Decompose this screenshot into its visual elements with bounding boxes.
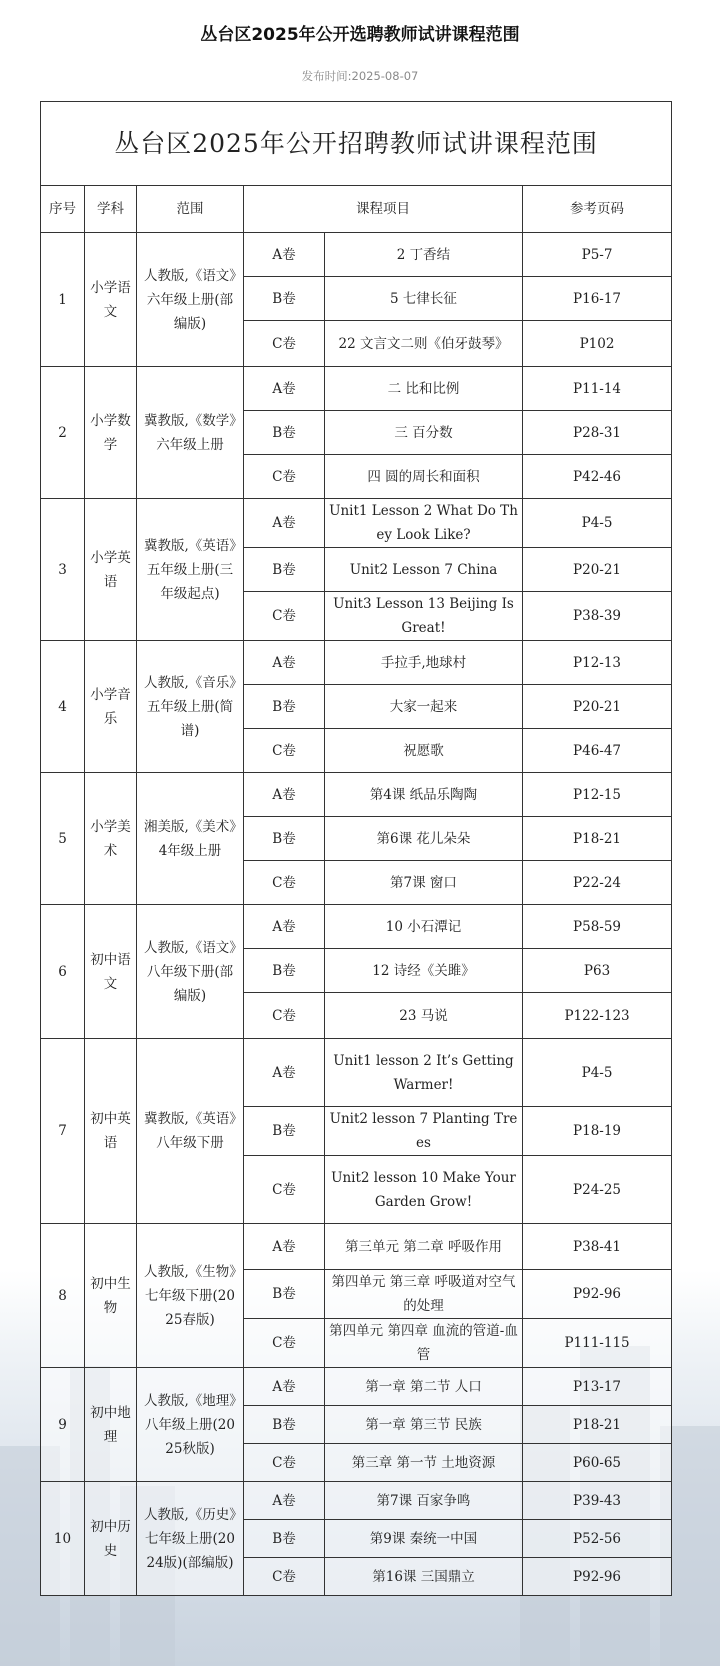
table-row [41, 233, 672, 277]
row-ref: P102 [523, 321, 672, 367]
row-item: Unit2 Lesson 7 China [325, 548, 523, 592]
row-volume: B卷 [244, 1406, 325, 1444]
header-ref: 参考页码 [523, 186, 672, 233]
table-row [41, 367, 672, 411]
row-item: 第四单元 第四章 血流的管道-血管 [325, 1319, 523, 1368]
row-subject: 小学美术 [85, 773, 137, 905]
row-ref: P111-115 [523, 1319, 672, 1368]
row-subject: 小学数学 [85, 367, 137, 499]
row-number: 9 [41, 1368, 85, 1482]
row-volume: C卷 [244, 321, 325, 367]
row-item: 第4课 纸品乐陶陶 [325, 773, 523, 817]
row-number: 5 [41, 773, 85, 905]
publish-label: 发布时间: [301, 69, 352, 83]
header-item: 课程项目 [244, 186, 523, 233]
row-item: 二 比和比例 [325, 367, 523, 411]
table-row [41, 641, 672, 685]
row-volume: B卷 [244, 1270, 325, 1319]
row-scope: 人教版,《生物》七年级下册(2025春版) [137, 1224, 244, 1368]
row-scope: 人教版,《音乐》五年级上册(简谱) [137, 641, 244, 773]
row-ref: P20-21 [523, 685, 672, 729]
row-volume: B卷 [244, 817, 325, 861]
table-title: 丛台区2025年公开招聘教师试讲课程范围 [41, 102, 672, 186]
row-ref: P12-13 [523, 641, 672, 685]
row-ref: P39-43 [523, 1482, 672, 1520]
row-ref: P20-21 [523, 548, 672, 592]
row-ref: P92-96 [523, 1270, 672, 1319]
row-volume: C卷 [244, 993, 325, 1039]
row-ref: P46-47 [523, 729, 672, 773]
row-volume: C卷 [244, 1558, 325, 1596]
row-item: Unit3 Lesson 13 Beijing Is Great! [325, 592, 523, 641]
row-volume: A卷 [244, 499, 325, 548]
row-item: 第7课 窗口 [325, 861, 523, 905]
table-row [41, 1368, 672, 1406]
row-volume: A卷 [244, 233, 325, 277]
row-ref: P18-21 [523, 817, 672, 861]
page-title: 丛台区2025年公开选聘教师试讲课程范围 [200, 25, 520, 45]
row-subject: 初中历史 [85, 1482, 137, 1596]
row-item: 第三单元 第二章 呼吸作用 [325, 1224, 523, 1270]
row-item: 2 丁香结 [325, 233, 523, 277]
row-ref: P60-65 [523, 1444, 672, 1482]
row-ref: P13-17 [523, 1368, 672, 1406]
row-volume: A卷 [244, 1224, 325, 1270]
row-volume: A卷 [244, 1482, 325, 1520]
row-scope: 冀教版,《数学》六年级上册 [137, 367, 244, 499]
row-item: 大家一起来 [325, 685, 523, 729]
header-subject: 学科 [85, 186, 137, 233]
row-subject: 初中语文 [85, 905, 137, 1039]
row-ref: P92-96 [523, 1558, 672, 1596]
row-ref: P5-7 [523, 233, 672, 277]
row-subject: 小学语文 [85, 233, 137, 367]
row-number: 1 [41, 233, 85, 367]
row-ref: P58-59 [523, 905, 672, 949]
row-number: 8 [41, 1224, 85, 1368]
row-number: 7 [41, 1039, 85, 1224]
row-subject: 初中地理 [85, 1368, 137, 1482]
publish-date-value: 2025-08-07 [351, 69, 419, 83]
row-item: 第7课 百家争鸣 [325, 1482, 523, 1520]
row-scope: 冀教版,《英语》八年级下册 [137, 1039, 244, 1224]
row-ref: P38-39 [523, 592, 672, 641]
table-row [41, 1039, 672, 1107]
row-volume: B卷 [244, 1107, 325, 1156]
row-item: 第一章 第二节 人口 [325, 1368, 523, 1406]
row-ref: P28-31 [523, 411, 672, 455]
row-item: 第16课 三国鼎立 [325, 1558, 523, 1596]
row-ref: P42-46 [523, 455, 672, 499]
table-row [41, 905, 672, 949]
row-item: Unit2 lesson 7 Planting Trees [325, 1107, 523, 1156]
row-volume: C卷 [244, 1319, 325, 1368]
row-volume: B卷 [244, 1520, 325, 1558]
row-number: 3 [41, 499, 85, 641]
row-item: 5 七律长征 [325, 277, 523, 321]
row-ref: P11-14 [523, 367, 672, 411]
row-volume: A卷 [244, 1368, 325, 1406]
row-ref: P12-15 [523, 773, 672, 817]
row-ref: P16-17 [523, 277, 672, 321]
row-volume: A卷 [244, 773, 325, 817]
row-number: 4 [41, 641, 85, 773]
row-volume: B卷 [244, 548, 325, 592]
row-subject: 小学英语 [85, 499, 137, 641]
row-volume: A卷 [244, 1039, 325, 1107]
row-ref: P24-25 [523, 1156, 672, 1224]
row-item: 第6课 花儿朵朵 [325, 817, 523, 861]
row-ref: P18-19 [523, 1107, 672, 1156]
row-scope: 湘美版,《美术》4年级上册 [137, 773, 244, 905]
row-item: Unit1 Lesson 2 What Do They Look Like? [325, 499, 523, 548]
row-scope: 人教版,《历史》七年级上册(2024版)(部编版) [137, 1482, 244, 1596]
row-number: 6 [41, 905, 85, 1039]
row-ref: P18-21 [523, 1406, 672, 1444]
row-ref: P38-41 [523, 1224, 672, 1270]
row-ref: P52-56 [523, 1520, 672, 1558]
row-number: 10 [41, 1482, 85, 1596]
row-item: 第四单元 第三章 呼吸道对空气的处理 [325, 1270, 523, 1319]
header-row [41, 186, 672, 233]
row-ref: P4-5 [523, 1039, 672, 1107]
publish-date [0, 68, 720, 84]
row-volume: C卷 [244, 1156, 325, 1224]
row-volume: C卷 [244, 455, 325, 499]
row-volume: B卷 [244, 411, 325, 455]
table-row [41, 499, 672, 548]
row-scope: 冀教版,《英语》五年级上册(三年级起点) [137, 499, 244, 641]
row-volume: B卷 [244, 949, 325, 993]
row-item: 手拉手,地球村 [325, 641, 523, 685]
row-subject: 初中生物 [85, 1224, 137, 1368]
row-number: 2 [41, 367, 85, 499]
row-subject: 小学音乐 [85, 641, 137, 773]
row-item: 23 马说 [325, 993, 523, 1039]
row-item: 第三章 第一节 土地资源 [325, 1444, 523, 1482]
row-item: 12 诗经《关雎》 [325, 949, 523, 993]
row-volume: C卷 [244, 729, 325, 773]
row-item: Unit1 lesson 2 It’s Getting Warmer! [325, 1039, 523, 1107]
row-volume: C卷 [244, 592, 325, 641]
row-volume: B卷 [244, 277, 325, 321]
row-item: 22 文言文二则《伯牙鼓琴》 [325, 321, 523, 367]
table-row [41, 1482, 672, 1520]
row-ref: P4-5 [523, 499, 672, 548]
course-table [40, 101, 672, 1596]
row-item: 祝愿歌 [325, 729, 523, 773]
row-item: 四 圆的周长和面积 [325, 455, 523, 499]
row-volume: A卷 [244, 905, 325, 949]
row-item: 三 百分数 [325, 411, 523, 455]
row-ref: P22-24 [523, 861, 672, 905]
row-ref: P122-123 [523, 993, 672, 1039]
row-item: 第9课 秦统一中国 [325, 1520, 523, 1558]
row-scope: 人教版,《地理》八年级上册(2025秋版) [137, 1368, 244, 1482]
header-scope: 范围 [137, 186, 244, 233]
row-scope: 人教版,《语文》八年级下册(部编版) [137, 905, 244, 1039]
row-ref: P63 [523, 949, 672, 993]
table-row [41, 773, 672, 817]
row-volume: A卷 [244, 641, 325, 685]
row-volume: C卷 [244, 861, 325, 905]
row-subject: 初中英语 [85, 1039, 137, 1224]
row-volume: A卷 [244, 367, 325, 411]
row-item: 10 小石潭记 [325, 905, 523, 949]
row-volume: B卷 [244, 685, 325, 729]
row-scope: 人教版,《语文》六年级上册(部编版) [137, 233, 244, 367]
row-volume: C卷 [244, 1444, 325, 1482]
row-item: 第一章 第三节 民族 [325, 1406, 523, 1444]
header-no: 序号 [41, 186, 85, 233]
table-row [41, 1224, 672, 1270]
row-item: Unit2 lesson 10 Make Your Garden Grow! [325, 1156, 523, 1224]
